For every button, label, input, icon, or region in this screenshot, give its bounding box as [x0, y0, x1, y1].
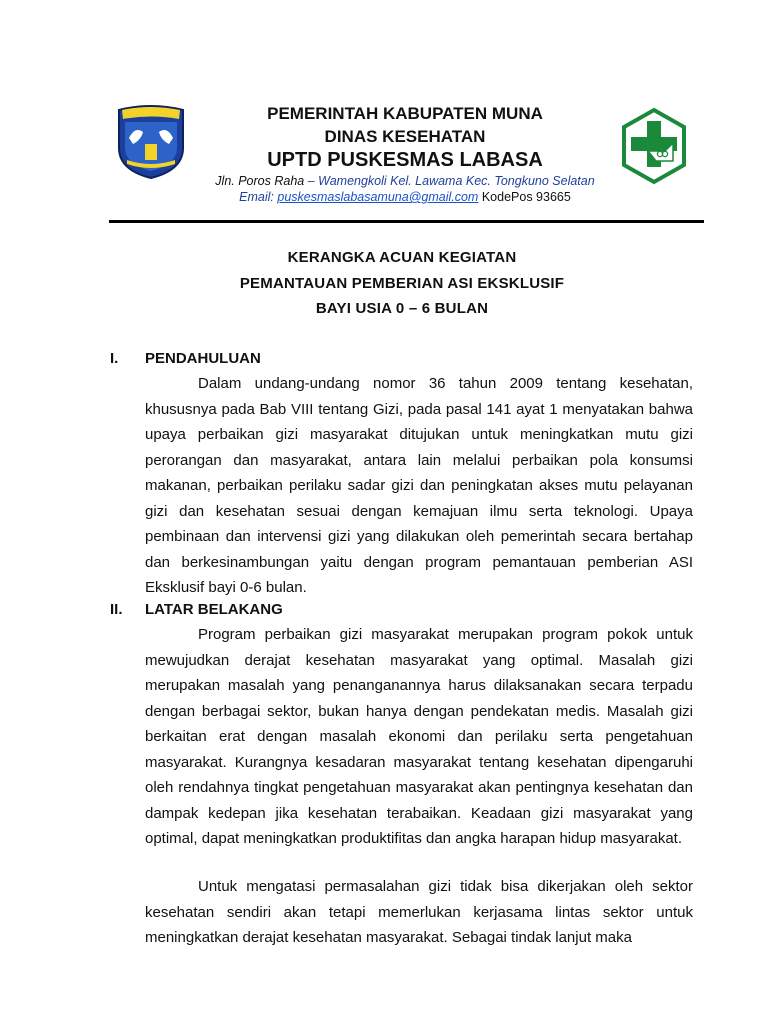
postal-code: KodePos 93665 [478, 190, 571, 204]
email-link[interactable]: puskesmaslabasamuna@gmail.com [277, 190, 479, 204]
email-label: Email: [239, 190, 278, 204]
letterhead-contact [190, 190, 620, 204]
address-prefix: Jln. Poros Raha [215, 174, 305, 188]
document-title-2: PEMANTAUAN PEMBERIAN ASI EKSKLUSIF [239, 275, 565, 292]
section-2-paragraph-1: Program perbaikan gizi masyarakat merupakan program pokok untuk mewujudkan derajat kesehatan masyarakat yang optimal. Masalah gizi merupakan masalah yang penanganannya harus dilaksanakan secara terpadu dengan berbagai sektor, bukan hanya dengan pendekatan medis. Masalah gizi berkaitan erat dengan masalah ekonomi dan perilaku serta pengetahuan masyarakat. Kurangnya kesadaran masyarakat tentang kesehatan dipengaruhi oleh rendahnya tingkat pengetahuan masyarakat akan pentingnya kesehatan dan dampak kedepan jika kesehatan terabaikan. Keadaan gizi masyarakat yang optimal, dapat meningkatkan produktifitas dan angka harapan hidup masyarakat. [145, 626, 693, 847]
section-2-number: II. [110, 601, 123, 618]
section-2-paragraph-2: Untuk mengatasi permasalahan gizi tidak bisa dikerjakan oleh sektor kesehatan sendiri akan tetapi memerlukan kerjasama lintas sektor untuk meningkatkan derajat kesehatan masyarakat. Sebagai tindak lanjut maka [145, 878, 693, 946]
letterhead-department: DINAS KESEHATAN [324, 127, 486, 146]
document-title-1: KERANGKA ACUAN KEGIATAN [287, 249, 517, 266]
section-1-heading: PENDAHULUAN [145, 350, 261, 367]
document-title-3: BAYI USIA 0 – 6 BULAN [315, 300, 489, 317]
address-rest: – Wamengkoli Kel. Lawama Kec. Tongkuno Selatan [304, 174, 595, 188]
section-1-number: I. [110, 350, 119, 367]
letterhead-divider [109, 220, 704, 223]
letterhead-address [190, 174, 620, 188]
puskesmas-emblem [620, 107, 688, 185]
letterhead-institution: UPTD PUSKESMAS LABASA [267, 149, 543, 171]
letterhead-government: PEMERINTAH KABUPATEN MUNA [267, 104, 543, 123]
section-1-paragraph: Dalam undang-undang nomor 36 tahun 2009 tentang kesehatan, khususnya pada Bab VIII tentang Gizi, pada pasal 141 ayat 1 menyatakan bahwa upaya perbaikan gizi masyarakat ditujukan untuk meningkatkan mutu gizi perorangan dan masyarakat, antara lain melalui perbaikan pola konsumsi makanan, perbaikan perilaku sadar gizi dan peningkatan akses mutu pelayanan gizi dan kesehatan sesuai dengan kemajuan ilmu serta teknologi. Upaya pembinaan dan intervensi gizi yang dilakukan oleh pemerintah secara bertahap dan berkesinambungan yaitu dengan program pemantauan pemberian ASI Eksklusif bayi 0-6 bulan. [145, 375, 693, 596]
section-2-heading: LATAR BELAKANG [145, 601, 283, 618]
kabupaten-muna-emblem [115, 104, 187, 180]
